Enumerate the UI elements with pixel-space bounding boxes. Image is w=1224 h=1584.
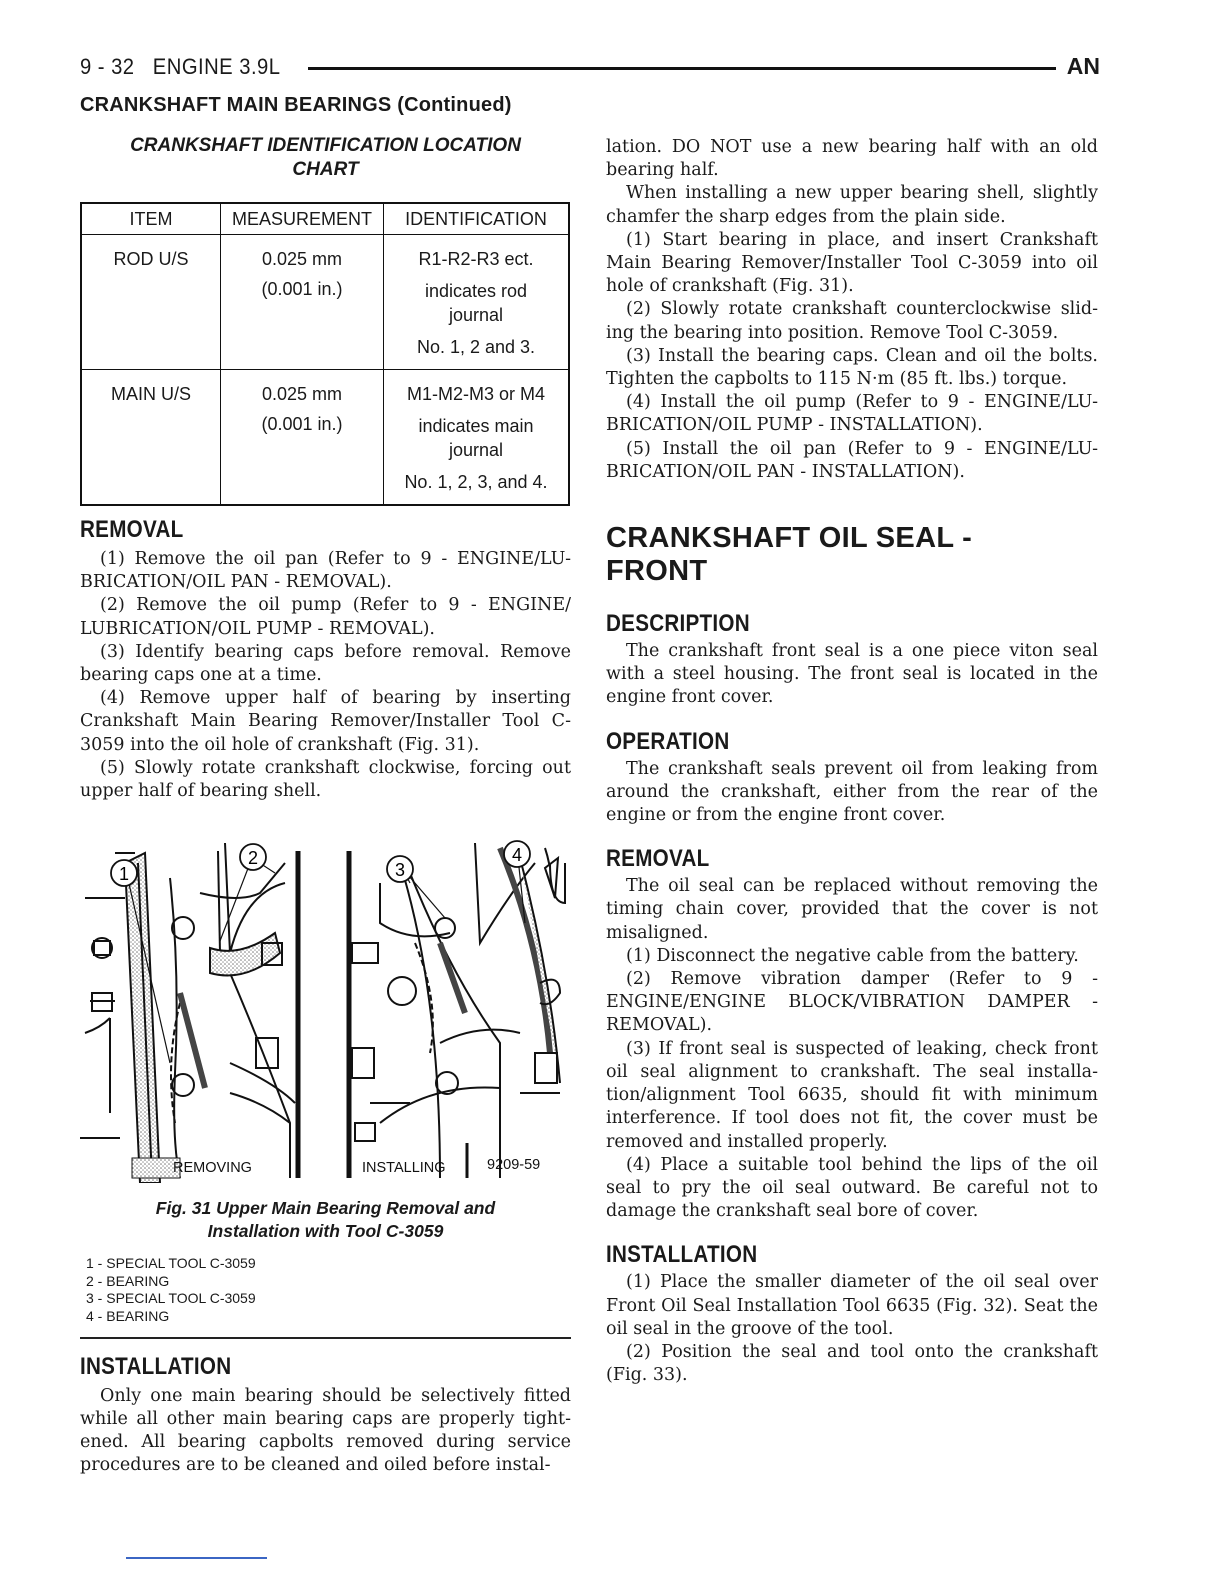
table-header-row [81, 203, 569, 235]
seal-removal-step: (1) Disconnect the negative cable from the battery. [626, 945, 1079, 966]
seal-installation-step: (2) Position the seal and tool onto the crankshaft (Fig. 33). [606, 1341, 1098, 1386]
label-installing: INSTALLING [362, 1160, 446, 1177]
removing-panel [80, 843, 298, 1183]
installation-para: When installing a new upper bearing shell, slightly chamfer the sharp edges from the plain side. [606, 183, 1098, 227]
seal-removal-steps [606, 875, 1098, 1223]
svg-text:1: 1 [118, 864, 130, 885]
description-heading: DESCRIPTION [606, 610, 750, 638]
col-item: ITEM [81, 203, 221, 235]
callout-3 [387, 856, 413, 882]
svg-text:3: 3 [394, 860, 406, 881]
cell-measurement: 0.025 mm (0.001 in.) [221, 235, 384, 370]
removal-heading: REMOVAL [80, 516, 184, 543]
removal-steps [80, 548, 571, 803]
installation-step: (4) Install the oil pump (Refer to 9 - ENGINE/LU-BRICATION/OIL PUMP - INSTALLATION). [606, 392, 1098, 436]
svg-text:4: 4 [511, 845, 523, 866]
installation-step: (3) Install the bearing caps. Clean and oil the bolts. Tighten the capbolts to 115 N·m (85 ft. lbs.) torque. [606, 345, 1098, 390]
figure-31 [80, 823, 571, 1183]
cell-item: MAIN U/S [81, 370, 221, 506]
seal-installation-step: (1) Place the smaller diameter of the oil seal over Front Oil Seal Installation Tool 6635 (Fig. 32). Seat the oil seal in the groove of the tool. [606, 1272, 1098, 1339]
legend-item: 1 - SPECIAL TOOL C-3059 [86, 1255, 256, 1272]
operation-text: The crankshaft seals prevent oil from leaking from around the crankshaft, either from the rear of the engine or from the engine front cover. [606, 758, 1098, 826]
figure-id: 9209-59 [487, 1157, 541, 1174]
footer-line [126, 1557, 267, 1559]
left-column [80, 132, 571, 1478]
right-column [606, 136, 1098, 1387]
cell-identification: M1-M2-M3 or M4 indicates main journal No. 1, 2, 3, and 4. [384, 370, 570, 506]
description-text: The crankshaft front seal is a one piece viton seal with a steel housing. The front seal is located in the engine front cover. [606, 641, 1098, 708]
figure-caption: Fig. 31 Upper Main Bearing Removal and Installation with Tool C-3059 [155, 1198, 496, 1242]
header-rule [308, 67, 1056, 70]
removal-step: (3) Identify bearing caps before removal. Remove bearing caps one at a time. [80, 641, 571, 686]
continued-subtitle: CRANKSHAFT MAIN BEARINGS (Continued) [80, 94, 512, 116]
model-code: AN [1066, 53, 1100, 79]
legend-item: 2 - BEARING [86, 1272, 170, 1289]
seal-installation-heading: INSTALLATION [606, 1241, 758, 1269]
installation-step: (1) Start bearing in place, and insert Crankshaft Main Bearing Remover/Installer Tool C-3059 into oil hole of crankshaft (Fig. 31). [606, 229, 1098, 297]
installing-panel [349, 843, 565, 1178]
callout-2 [240, 844, 266, 870]
seal-removal-step: (2) Remove vibration damper (Refer to 9 - ENGINE/ENGINE BLOCK/VIBRATION DAMPER - REMOVAL). [606, 969, 1098, 1036]
seal-removal-para: The oil seal can be replaced without removing the timing chain cover, provided that the cover is not misaligned. [606, 876, 1098, 943]
cell-measurement: 0.025 mm (0.001 in.) [221, 370, 384, 506]
label-removing: REMOVING [173, 1160, 252, 1177]
legend-item: 3 - SPECIAL TOOL C-3059 [86, 1290, 256, 1307]
table-row [81, 235, 569, 370]
removal-step: (2) Remove the oil pump (Refer to 9 - ENGINE/ LUBRICATION/OIL PUMP - REMOVAL). [80, 595, 571, 639]
callout-1 [111, 860, 137, 886]
cell-identification: R1-R2-R3 ect. indicates rod journal No. 1, 2 and 3. [384, 235, 570, 370]
oil-seal-title: CRANKSHAFT OIL SEAL - FRONT [606, 522, 973, 588]
legend-divider [80, 1337, 571, 1339]
installation-text: Only one main bearing should be selectively fitted while all other main bearing caps are properly tight-ened. All bearing capbolts removed during service procedures are to be cleaned and oiled before instal- [80, 1385, 571, 1476]
page-header [80, 52, 1100, 84]
legend-item: 4 - BEARING [86, 1307, 170, 1324]
removal-step: (1) Remove the oil pan (Refer to 9 - ENGINE/LU-BRICATION/OIL PAN - REMOVAL). [80, 549, 571, 593]
cell-item: ROD U/S [81, 235, 221, 370]
installation-continued: lation. DO NOT use a new bearing half with an old bearing half. [606, 137, 1098, 181]
removal-step: (4) Remove upper half of bearing by inserting Crankshaft Main Bearing Remover/Installer Tool C-3059 into the oil hole of crankshaft (Fig. 31). [80, 688, 571, 755]
svg-text:2: 2 [247, 848, 259, 869]
bearing-tool-illustration [80, 823, 571, 1183]
installation-step: (2) Slowly rotate crankshaft counterclockwise slid-ing the bearing into position. Remove Tool C-3059. [606, 299, 1098, 343]
seal-installation-steps [606, 1271, 1098, 1387]
seal-removal-step: (4) Place a suitable tool behind the lips of the oil seal to pry the oil seal outward. Be careful not to damage the crankshaft seal bore of cover. [606, 1154, 1098, 1222]
installation-heading: INSTALLATION [80, 1352, 232, 1380]
chart-title: CRANKSHAFT IDENTIFICATION LOCATION CHART [130, 135, 521, 180]
table-row [81, 370, 569, 506]
col-identification: IDENTIFICATION [384, 203, 570, 235]
seal-removal-step: (3) If front seal is suspected of leaking, check front oil seal alignment to crankshaft. The seal installa-tion/alignment Tool 6635, should fit with minimum interference. If tool does not fit, the cover must be removed and installed properly. [606, 1038, 1098, 1152]
page-number-and-section: 9 - 32 ENGINE 3.9L [80, 54, 281, 79]
callout-4 [504, 841, 530, 867]
col-measurement: MEASUREMENT [221, 203, 384, 235]
operation-heading: OPERATION [606, 727, 730, 755]
figure-legend [86, 1255, 571, 1325]
installation-step: (5) Install the oil pan (Refer to 9 - ENGINE/LU-BRICATION/OIL PAN - INSTALLATION). [606, 438, 1098, 482]
seal-removal-heading: REMOVAL [606, 845, 710, 873]
removal-step: (5) Slowly rotate crankshaft clockwise, forcing out upper half of bearing shell. [80, 757, 571, 802]
crankshaft-id-table [80, 202, 570, 506]
